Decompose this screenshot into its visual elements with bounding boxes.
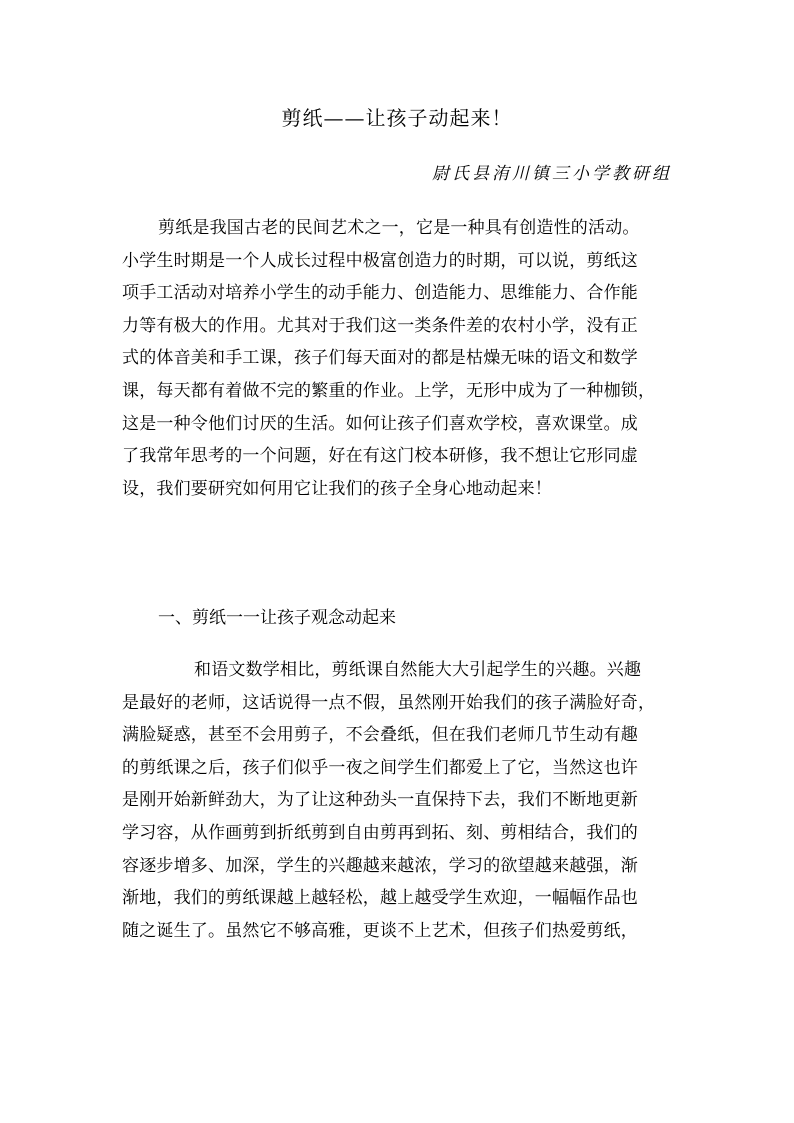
document-title: 剪纸——让孩子动起来！	[281, 106, 513, 130]
paragraph-line: 项手工活动对培养小学生的动手能力、创造能力、思维能力、合作能	[122, 283, 638, 304]
paragraph-line: 设，我们要研究如何用它让我们的孩子全身心地动起来！	[122, 478, 552, 499]
paragraph-line: 了我常年思考的一个问题，好在有这门校本研修，我不想让它形同虚	[122, 446, 638, 467]
paragraph-line: 剪纸是我国古老的民间艺术之一，它是一种具有创造性的活动。	[158, 218, 640, 238]
paragraph-line: 式的体音美和手工课，孩子们每天面对的都是枯燥无味的语文和数学	[122, 348, 638, 369]
paragraph-line: 是刚开始新鲜劲大，为了让这种劲头一直保持下去，我们不断地更新	[122, 790, 638, 811]
paragraph-line: 随之诞生了。虽然它不够高雅，更谈不上艺术，但孩子们热爱剪纸，	[122, 920, 638, 941]
paragraph-line: 力等有极大的作用。尤其对于我们这一类条件差的农村小学，没有正	[122, 315, 638, 336]
paragraph-line: 小学生时期是一个人成长过程中极富创造力的时期，可以说，剪纸这	[122, 250, 638, 271]
paragraph-section-one	[122, 654, 682, 947]
paragraph-intro	[122, 212, 682, 505]
section-heading: 一、剪纸一一让孩子观念动起来	[158, 608, 396, 628]
paragraph-line: 和语文数学相比，剪纸课自然能大大引起学生的兴趣。兴趣	[194, 660, 642, 680]
document-author: 尉氏县洧川镇三小学教研组	[432, 164, 672, 184]
paragraph-line: 满脸疑惑，甚至不会用剪子，不会叠纸，但在我们老师几节生动有趣	[122, 725, 638, 746]
paragraph-line: 是最好的老师，这话说得一点不假，虽然刚开始我们的孩子满脸好奇，	[122, 692, 656, 713]
paragraph-line: 这是一种令他们讨厌的生活。如何让孩子们喜欢学校，喜欢课堂。成	[122, 413, 638, 434]
paragraph-line: 学习容，从作画剪到折纸剪到自由剪再到拓、刻、剪相结合，我们的	[122, 822, 638, 843]
paragraph-line: 的剪纸课之后，孩子们似乎一夜之间学生们都爱上了它，当然这也许	[122, 757, 638, 778]
paragraph-line: 容逐步增多、加深，学生的兴趣越来越浓，学习的欲望越来越强，渐	[122, 855, 638, 876]
paragraph-line: 课，每天都有着做不完的繁重的作业。上学，无形中成为了一种枷锁，	[122, 380, 656, 401]
paragraph-line: 渐地，我们的剪纸课越上越轻松，越上越受学生欢迎，一幅幅作品也	[122, 888, 638, 909]
